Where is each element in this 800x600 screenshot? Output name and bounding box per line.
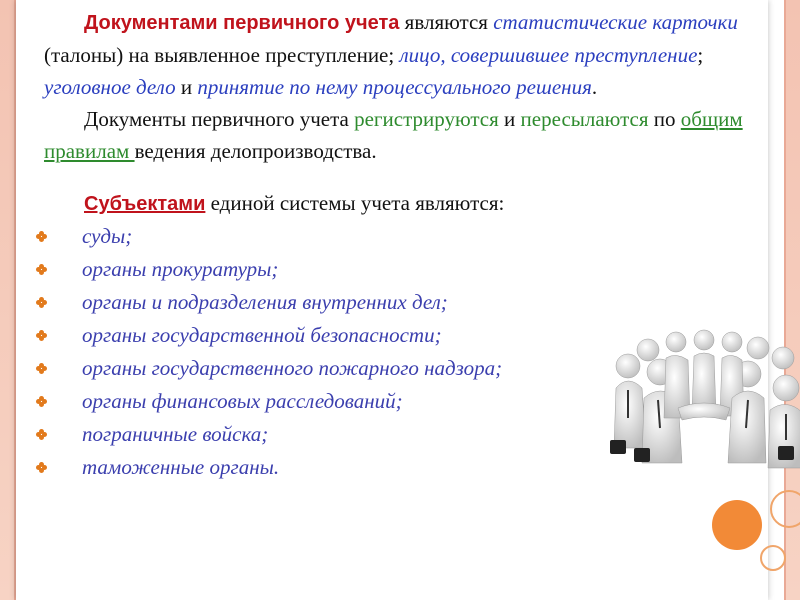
list-item-label: суды; [82, 224, 133, 248]
text: ; [697, 43, 704, 67]
list-item [44, 286, 764, 319]
bullet-icon [36, 330, 48, 342]
offender-text: лицо, совершившее преступление [399, 43, 698, 67]
paragraph-registration [44, 103, 764, 167]
team-people-illustration [608, 328, 800, 478]
list-item-label: органы финансовых расследований; [82, 389, 403, 413]
paragraph-primary-docs [44, 6, 764, 103]
decor-circle-outline-small [760, 545, 786, 571]
list-item [44, 220, 764, 253]
bullet-icon [36, 462, 48, 474]
text: и [498, 107, 521, 131]
forwarded-text: пересылаются [520, 107, 649, 131]
stat-cards-text: статистические карточки [493, 10, 738, 34]
procedural-decision-text: принятие по нему процессуального решения [197, 75, 592, 99]
text: Документы первичного учета [84, 107, 355, 131]
slide [16, 0, 768, 600]
bullet-icon [36, 231, 48, 243]
list-item-label: пограничные войска; [82, 422, 269, 446]
bullet-icon [36, 297, 48, 309]
text: являются [399, 10, 494, 34]
bullet-icon [36, 264, 48, 276]
text: и [175, 75, 198, 99]
text: . [591, 75, 598, 99]
list-item-label: органы и подразделения внутренних дел; [82, 290, 448, 314]
list-item-label: органы государственного пожарного надзора; [82, 356, 503, 380]
decor-circle-outline [770, 490, 800, 528]
text: по [648, 107, 681, 131]
criminal-case-text: уголовное дело [44, 75, 176, 99]
general-rules-text: общим правилам [44, 107, 743, 163]
left-border-strip [0, 0, 14, 600]
bullet-icon [36, 429, 48, 441]
text: единой системы учета являются: [205, 191, 505, 215]
subjects-title: Субъектами [84, 193, 206, 215]
list-item-label: органы государственной безопасности; [82, 323, 442, 347]
text: (талоны) на выявленное преступление; [44, 43, 400, 67]
list-item [44, 253, 764, 286]
list-item-label: таможенные органы. [82, 455, 280, 479]
registered-text: регистрируются [354, 107, 499, 131]
bullet-icon [36, 396, 48, 408]
subjects-heading [44, 187, 764, 220]
decor-circle-filled [712, 500, 762, 550]
primary-docs-title: Документами первичного учета [84, 12, 400, 34]
bullet-icon [36, 363, 48, 375]
list-item-label: органы прокуратуры; [82, 257, 279, 281]
text: ведения делопроизводства. [134, 139, 377, 163]
